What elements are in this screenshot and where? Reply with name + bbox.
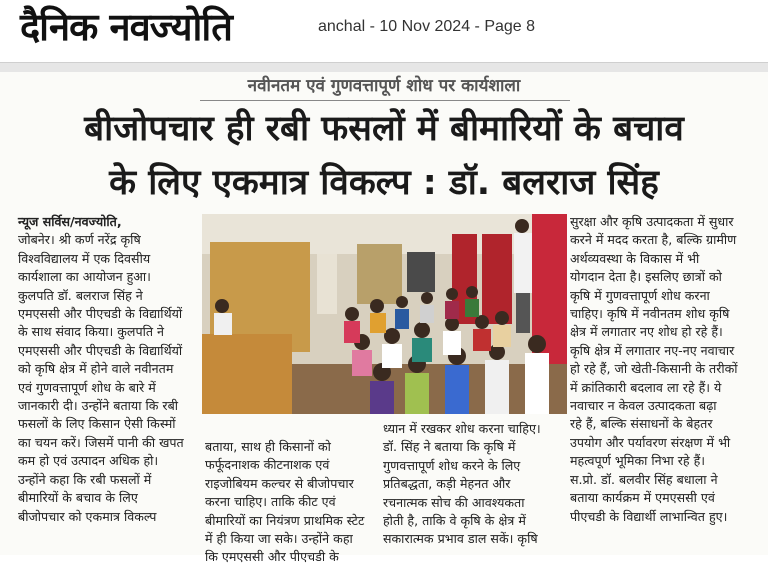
article-column-2 bbox=[205, 438, 377, 567]
column-line: ध्यान में रखकर शोध करना चाहिए। bbox=[383, 421, 541, 436]
column-line: बीमारियों के बचाव के लिए bbox=[18, 490, 138, 506]
column-line: प्रतिबद्धता, कड़ी मेहनत और bbox=[383, 476, 511, 492]
column-line: फर्फूदनाशक कीटनाशक एवं bbox=[205, 457, 330, 473]
column-line: राइजोबियम कल्चर से बीजोपचार bbox=[205, 475, 354, 491]
column-line: विश्वविद्यालय में एक दिवसीय bbox=[18, 250, 151, 266]
column-line: पीएचडी के विद्यार्थी लाभान्वित हुए। bbox=[570, 508, 728, 524]
column-line: जोबनेर। श्री कर्ण नरेंद्र कृषि bbox=[18, 232, 141, 248]
newspaper-logo: दैनिक नवज्योति bbox=[20, 5, 232, 49]
column-line: कम हो एवं उत्पादन अधिक हो। bbox=[18, 453, 159, 469]
column-line: कार्यशाला का आयोजन हुआ। bbox=[18, 269, 151, 285]
column-line: रचनात्मक सोच की आवश्यकता bbox=[383, 494, 525, 510]
column-line: रहे हैं, बल्कि संसाधनों के बेहतर bbox=[570, 416, 713, 432]
column-line: एमएससी और पीएचडी के विद्यार्थियों bbox=[18, 306, 183, 322]
edition-info: anchal - 10 Nov 2024 - Page 8 bbox=[318, 18, 536, 35]
column-line: करना चाहिए। ताकि कीट एवं bbox=[205, 494, 336, 510]
column-line: योगदान देता है। इसलिए छात्रों को bbox=[570, 269, 722, 285]
column-line: क्षेत्र में लगातार नए शोध हो रहे हैं। bbox=[570, 324, 723, 340]
column-line: चाहिए। कृषि में नवीनतम शोध कृषि bbox=[570, 306, 730, 322]
column-line: कृषि में गुणवत्तापूर्ण शोध करना bbox=[570, 287, 710, 303]
headline-line-2: के लिए एकमात्र विकल्प : डॉ. बलराज सिंह bbox=[109, 163, 659, 203]
workshop-photo-illustration bbox=[202, 214, 567, 414]
column-line: महत्वपूर्ण भूमिका निभा रहे हैं। bbox=[570, 453, 706, 469]
kicker-underline bbox=[200, 100, 570, 101]
column-line: सुरक्षा और कृषि उत्पादकता में सुधार bbox=[570, 214, 734, 229]
column-line: बीमारियों का नियंत्रण प्राथमिक स्टेट bbox=[205, 512, 365, 528]
column-line: उपयोग और पर्यावरण संरक्षण में भी bbox=[570, 434, 731, 450]
column-line: एमएससी और पीएचडी के विद्यार्थियों bbox=[18, 342, 183, 358]
column-line: होती है, ताकि वे कृषि के क्षेत्र में bbox=[383, 513, 526, 529]
column-line: में ही किया जा सके। उन्होंने कहा bbox=[205, 531, 353, 547]
column-line: कुलपति डॉ. बलराज सिंह ने bbox=[18, 287, 143, 303]
column-line: फसलों के लिए किसान ऐसी किस्मों bbox=[18, 416, 176, 432]
headline-line-1: बीजोपचार ही रबी फसलों में बीमारियों के बचाव bbox=[84, 109, 684, 149]
photo-gap bbox=[202, 414, 567, 418]
column-line: गुणवत्तापूर्ण शोध करने के लिए bbox=[383, 457, 521, 473]
column-line: कृषि क्षेत्र में लगातार नए-नए नवाचार bbox=[570, 342, 735, 358]
article-kicker: नवीनतम एवं गुणवत्तापूर्ण शोध पर कार्यशाला bbox=[247, 76, 521, 96]
column-line: नवाचार न केवल उत्पादकता बढ़ा bbox=[570, 398, 717, 414]
column-line: के साथ संवाद किया। कुलपति ने bbox=[18, 324, 165, 340]
column-line: स.प्रो. डॉ. बलवीर सिंह बधाला ने bbox=[570, 471, 718, 487]
column-line: डॉ. सिंह ने बताया कि कृषि में bbox=[383, 439, 516, 455]
masthead bbox=[0, 0, 768, 62]
column-line: को कृषि क्षेत्र में होने वाले नवीनतम bbox=[18, 361, 174, 377]
column-line: बीजोपचार को एकमात्र विकल्प bbox=[18, 508, 157, 524]
column-line: कि एमएससी और पीएचडी के bbox=[205, 549, 339, 565]
column-line: जानकारी दी। उन्होंने बताया कि रबी bbox=[18, 398, 179, 414]
dateline: न्यूज सर्विस/नवज्योति, bbox=[18, 214, 122, 229]
article-column-3 bbox=[383, 420, 561, 549]
article-column-4 bbox=[570, 213, 760, 526]
column-line: अर्थव्यवस्था के विकास में भी bbox=[570, 250, 700, 266]
column-line: का चयन करें। जिसमें पानी की खपत bbox=[18, 434, 184, 450]
column-line: में क्रांतिकारी बदलाव ला रहे हैं। ये bbox=[570, 379, 722, 395]
column-line: बताया कार्यक्रम में एमएससी एवं bbox=[570, 490, 715, 506]
column-line: सकारात्मक प्रभाव डाल सकें। कृषि bbox=[383, 531, 538, 547]
column-line: उन्होंने कहा कि रबी फसलों में bbox=[18, 471, 152, 487]
article-column-1 bbox=[18, 213, 198, 526]
column-line: बताया, साथ ही किसानों को bbox=[205, 439, 331, 454]
workshop-photo bbox=[202, 214, 567, 414]
column-line: हो रहे हैं, जो खेती-किसानी के तरीकों bbox=[570, 361, 738, 377]
column-line: करने में मदद करता है, बल्कि ग्रामीण bbox=[570, 232, 737, 248]
column-line: एवं गुणवत्तापूर्ण शोध के बारे में bbox=[18, 379, 156, 395]
